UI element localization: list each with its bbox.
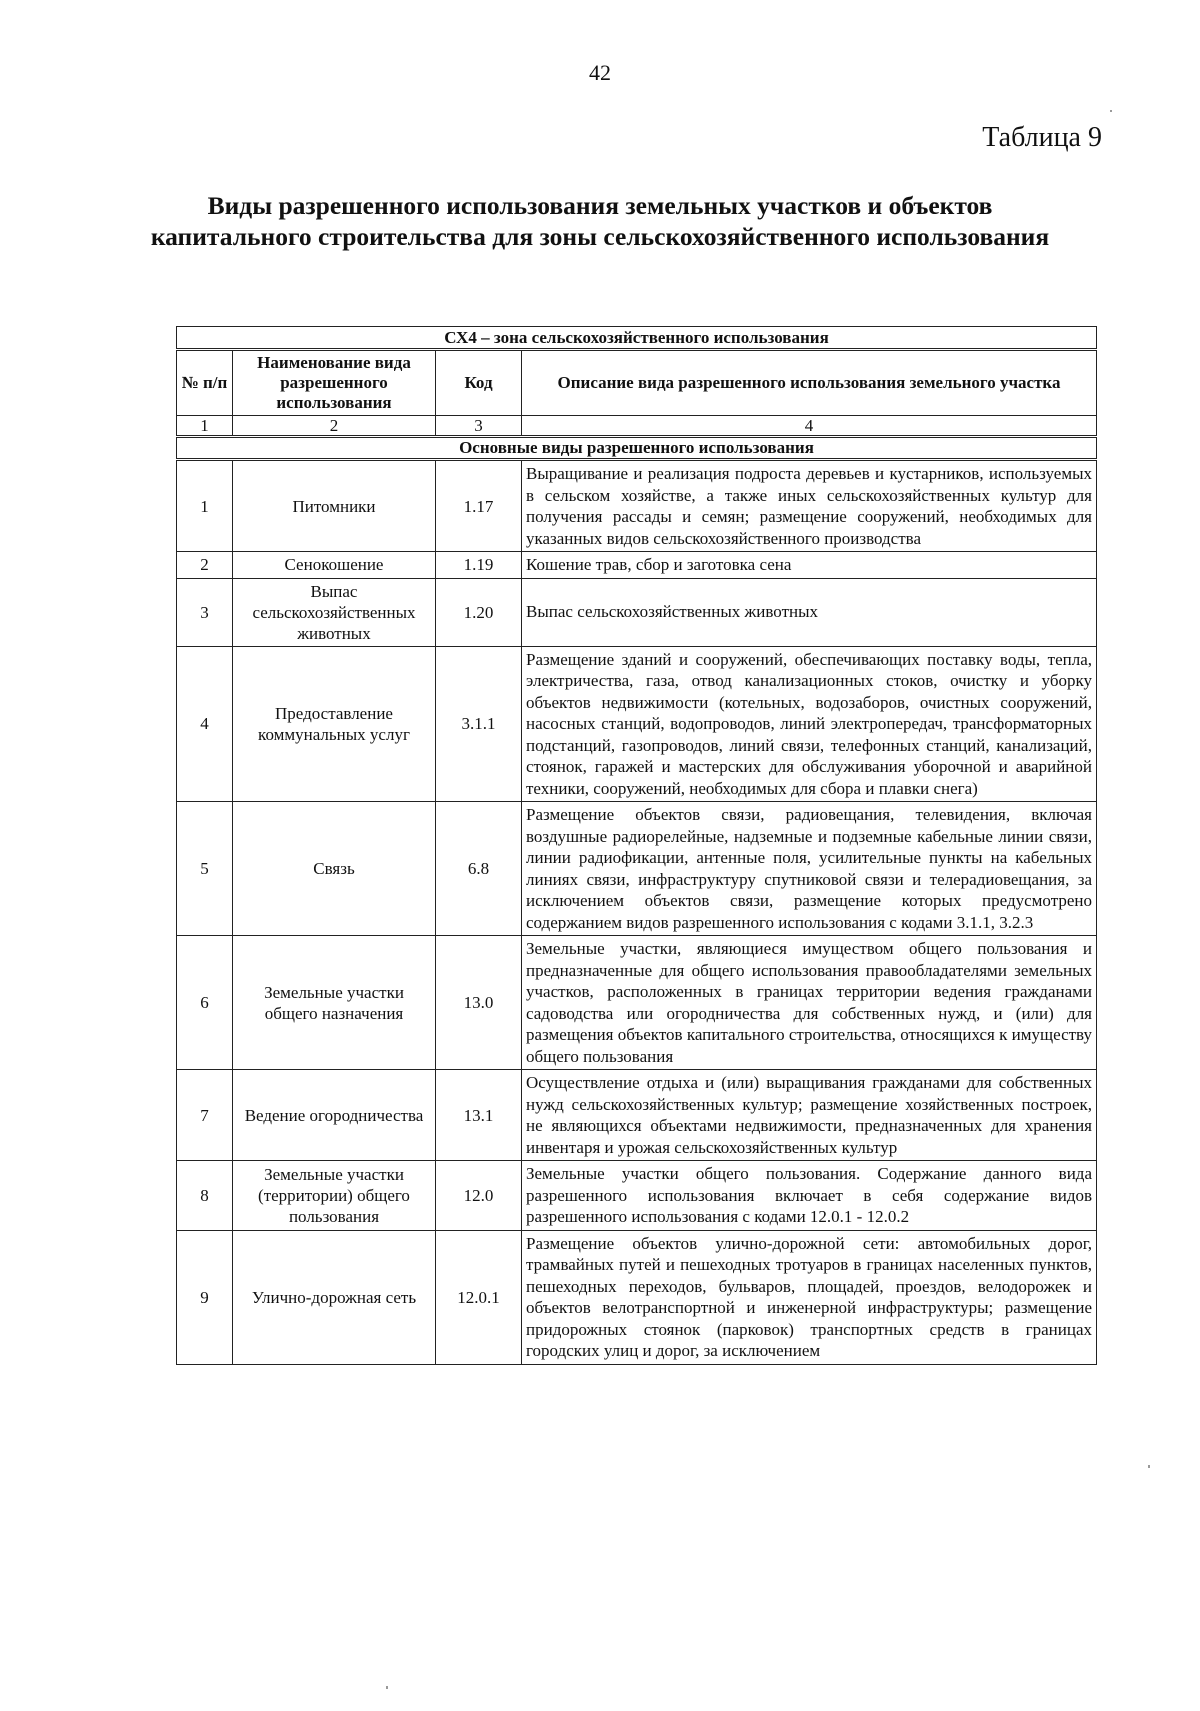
row-number: 2 (177, 552, 233, 579)
zone-caption-row (177, 327, 1097, 350)
row-number: 9 (177, 1230, 233, 1364)
row-description: Размещение объектов связи, радиовещания, телевидения, включая воздушные радиорелейные, надземные и подземные кабельные линии связи, линии радиофикации, антенные поля, усилительные пункты на кабельных линиях связи, инфраструктуру спутниковой связи и телерадиовещания, за исключением объектов связи, размещение которых предусмотрено содержанием видов разрешенного использования с кодами 3.1.1, 3.2.3 (522, 802, 1097, 936)
row-code: 13.0 (436, 936, 522, 1070)
row-number: 3 (177, 578, 233, 646)
table-row (177, 1230, 1097, 1364)
header-description: Описание вида разрешенного использования земельного участка (522, 350, 1097, 416)
row-number: 4 (177, 646, 233, 802)
row-name: Ведение огородничества (233, 1070, 436, 1161)
row-name: Сенокошение (233, 552, 436, 579)
table-row (177, 578, 1097, 646)
row-description: Кошение трав, сбор и заготовка сена (522, 552, 1097, 579)
row-description: Размещение объектов улично-дорожной сети: автомобильных дорог, трамвайных путей и пешеходных тротуаров в границах населенных пунктов, пешеходных переходов, бульваров, площадей, проездов, велодорожек и объектов велотранспортной и инженерной инфраструктуры; размещение придорожных стоянок (парковок) транспортных средств в границах городских улиц и дорог, за исключением (522, 1230, 1097, 1364)
table-row (177, 1161, 1097, 1231)
header-name: Наименование вида разрешенного использования (233, 350, 436, 416)
scan-mark (386, 1686, 388, 1689)
row-description: Земельные участки, являющиеся имуществом общего пользования и предназначенные для общего использования правообладателями земельных участков, расположенных в границах территории ведения гражданами садоводства или огородничества для собственных нужд, и (или) для размещения объектов капитального строительства, относящихся к имуществу общего пользования (522, 936, 1097, 1070)
row-name: Улично-дорожная сеть (233, 1230, 436, 1364)
table-row (177, 936, 1097, 1070)
table-row (177, 802, 1097, 936)
row-name: Земельные участки общего назначения (233, 936, 436, 1070)
table-row (177, 460, 1097, 552)
scan-mark (1110, 110, 1112, 112)
table-row (177, 646, 1097, 802)
zone-caption: СХ4 – зона сельскохозяйственного использования (177, 327, 1097, 350)
row-code: 1.19 (436, 552, 522, 579)
header-number: № п/п (177, 350, 233, 416)
page-number: 42 (589, 60, 611, 85)
row-description: Выпас сельскохозяйственных животных (522, 578, 1097, 646)
row-name: Питомники (233, 460, 436, 552)
section-title-row (177, 437, 1097, 460)
row-name: Связь (233, 802, 436, 936)
row-code: 6.8 (436, 802, 522, 936)
row-number: 6 (177, 936, 233, 1070)
row-code: 1.17 (436, 460, 522, 552)
row-name: Выпас сельскохозяйственных животных (233, 578, 436, 646)
section-title: Основные виды разрешенного использования (177, 437, 1097, 460)
row-description: Размещение зданий и сооружений, обеспечивающих поставку воды, тепла, электричества, газа, отвод канализационных стоков, очистку и уборку объектов недвижимости (котельных, водозаборов, очистных сооружений, насосных станций, водопроводов, линий электропередач, трансформаторных подстанций, газопроводов, линий связи, телефонных станций, канализаций, стоянок, гаражей и мастерских для обслуживания уборочной и аварийной техники, сооружений, необходимых для сбора и плавки снега) (522, 646, 1097, 802)
row-description: Выращивание и реализация подроста деревьев и кустарников, используемых в сельском хозяйстве, а также иных сельскохозяйственных культур для получения рассады и семян; размещение сооружений, необходимых для указанных видов сельскохозяйственного производства (522, 460, 1097, 552)
column-number: 4 (522, 416, 1097, 437)
scan-mark (1148, 1465, 1150, 1468)
row-code: 12.0.1 (436, 1230, 522, 1364)
row-code: 1.20 (436, 578, 522, 646)
table-row (177, 552, 1097, 579)
document-title: Виды разрешенного использования земельных участков и объектов капитального строительства для зоны сельскохозяйственного использования (150, 191, 1050, 251)
header-row (177, 350, 1097, 416)
row-number: 8 (177, 1161, 233, 1231)
column-numbers-row (177, 416, 1097, 437)
row-number: 7 (177, 1070, 233, 1161)
column-number: 1 (177, 416, 233, 437)
column-number: 2 (233, 416, 436, 437)
row-code: 13.1 (436, 1070, 522, 1161)
row-number: 5 (177, 802, 233, 936)
land-use-table (176, 326, 1096, 1365)
table-row (177, 1070, 1097, 1161)
row-code: 3.1.1 (436, 646, 522, 802)
row-number: 1 (177, 460, 233, 552)
row-code: 12.0 (436, 1161, 522, 1231)
row-name: Земельные участки (территории) общего пользования (233, 1161, 436, 1231)
table-label: Таблица 9 (982, 122, 1102, 153)
header-code: Код (436, 350, 522, 416)
column-number: 3 (436, 416, 522, 437)
row-description: Осуществление отдыха и (или) выращивания гражданами для собственных нужд сельскохозяйственных культур; размещение хозяйственных построек, не являющихся объектами недвижимости, предназначенных для хранения инвентаря и урожая сельскохозяйственных культур (522, 1070, 1097, 1161)
row-name: Предоставление коммунальных услуг (233, 646, 436, 802)
row-description: Земельные участки общего пользования. Содержание данного вида разрешенного использования включает в себя содержание видов разрешенного использования с кодами 12.0.1 - 12.0.2 (522, 1161, 1097, 1231)
